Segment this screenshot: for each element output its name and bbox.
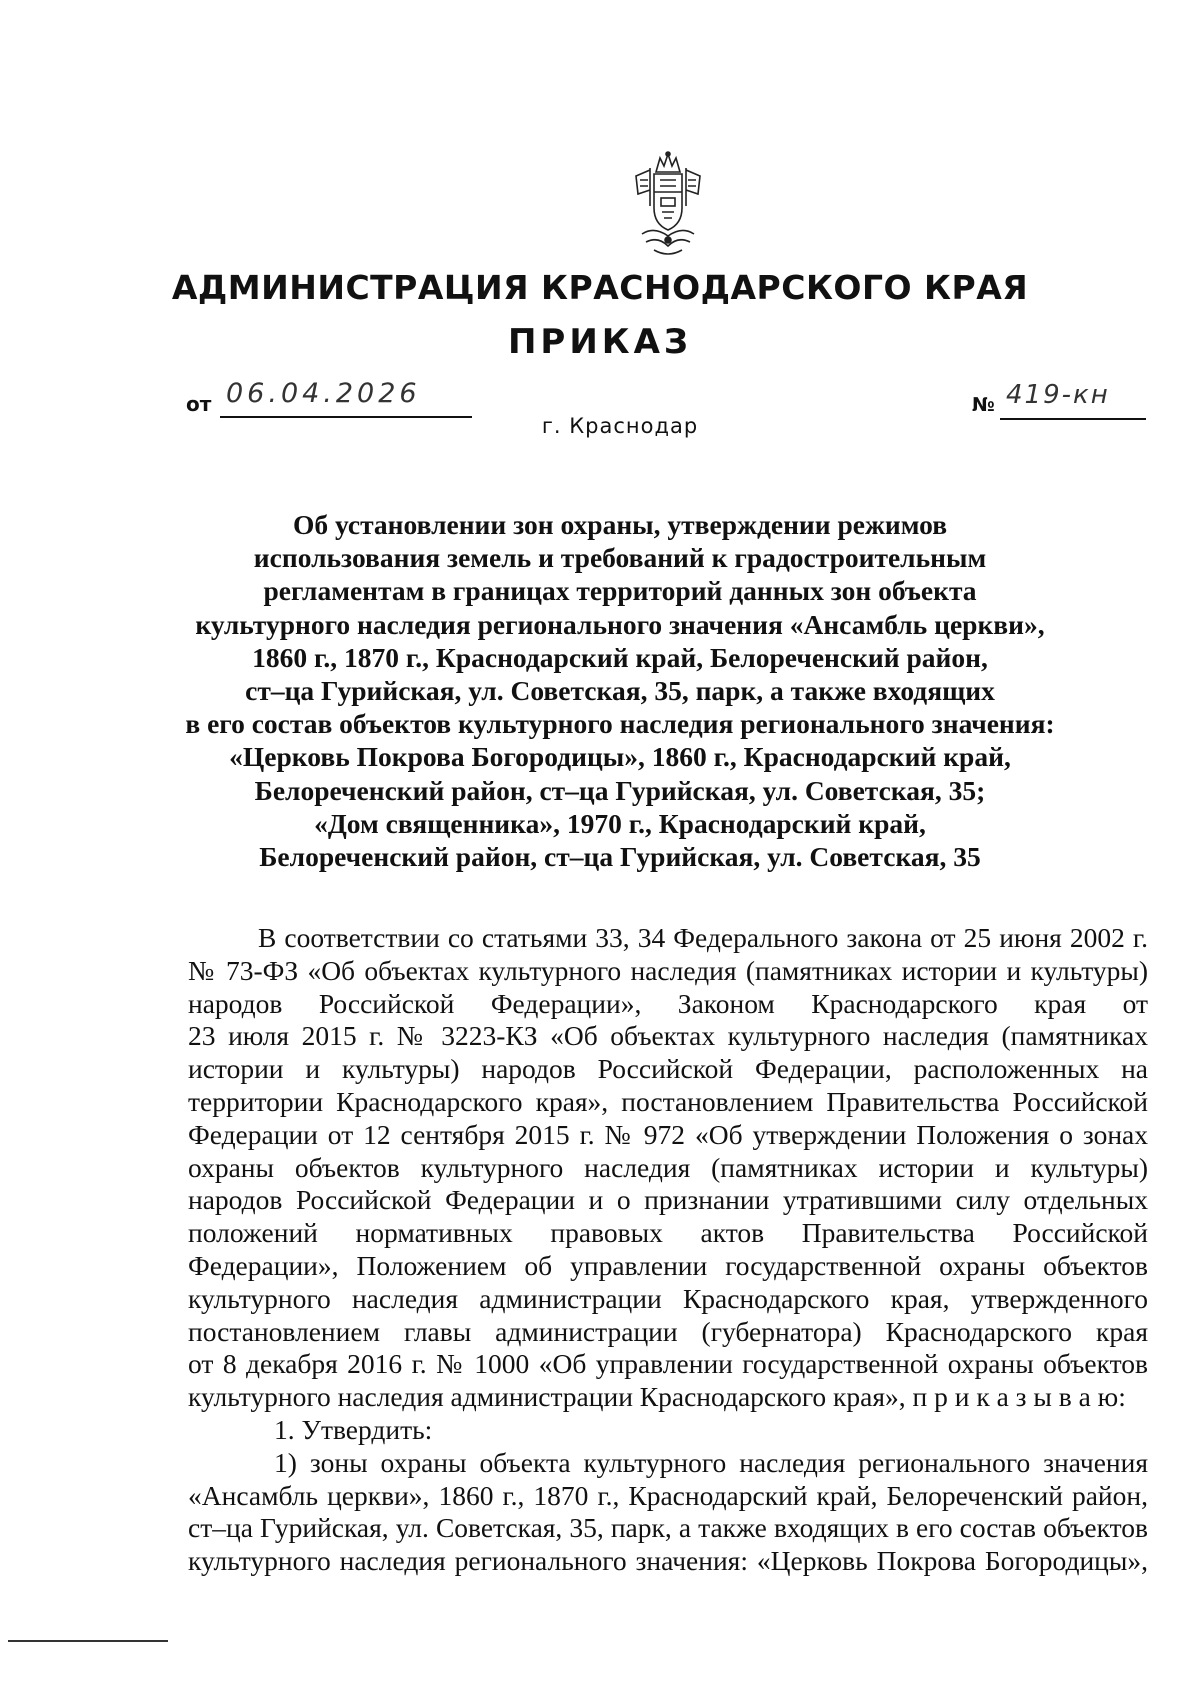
document-title xyxy=(150,508,1090,873)
body-line: народов Российской Федерации», Законом Краснодарского края от xyxy=(188,987,1148,1019)
body-line: № 73-ФЗ «Об объектах культурного наследия (памятниках истории и культуры) xyxy=(188,954,1148,986)
title-line: 1860 г., 1870 г., Краснодарский край, Белореченский район, xyxy=(252,641,988,673)
body-line: 1) зоны охраны объекта культурного наследия регионального значения xyxy=(274,1446,1148,1478)
date-value: 06.04.2026 xyxy=(226,378,421,409)
title-line: ст–ца Гурийская, ул. Советская, 35, парк, а также входящих xyxy=(245,675,995,707)
title-line: «Дом священника», 1970 г., Краснодарский край, xyxy=(314,807,926,839)
body-line: В соответствии со статьями 33, 34 Федерального закона от 25 июня 2002 г. xyxy=(258,922,1148,953)
title-line: Об установлении зон охраны, утверждении режимов xyxy=(292,509,948,540)
city: г. Краснодар xyxy=(541,414,699,438)
body-line: истории и культуры) народов Российской Федерации, расположенных на xyxy=(188,1053,1148,1085)
number-prefix: № xyxy=(972,394,995,416)
body-line: культурного наследия регионального значения: «Церковь Покрова Богородицы», xyxy=(188,1545,1148,1577)
body-line: ст–ца Гурийская, ул. Советская, 35, парк, а также входящих в его состав объектов xyxy=(188,1512,1148,1544)
body-line: Федерации от 12 сентября 2015 г. № 972 «Об утверждении Положения о зонах xyxy=(188,1118,1148,1150)
body-line: 1. Утвердить: xyxy=(274,1413,433,1445)
date-prefix: от xyxy=(186,392,212,416)
title-line: в его состав объектов культурного наследия регионального значения: xyxy=(185,708,1055,740)
body-line: положений нормативных правовых актов Правительства Российской xyxy=(188,1217,1148,1249)
footer-rule xyxy=(8,1640,168,1642)
title-line: культурного наследия регионального значения «Ансамбль церкви», xyxy=(195,608,1045,640)
document-body xyxy=(188,922,1148,1578)
body-line: «Ансамбль церкви», 1860 г., 1870 г., Краснодарский край, Белореченский район, xyxy=(188,1479,1148,1511)
document-type: ПРИКАЗ xyxy=(507,322,693,362)
body-line: народов Российской Федерации и о признании утратившими силу отдельных xyxy=(188,1184,1148,1216)
body-line: Федерации», Положением об управлении государственной охраны объектов xyxy=(188,1249,1148,1281)
body-line: от 8 декабря 2016 г. № 1000 «Об управлении государственной охраны объектов xyxy=(188,1348,1148,1380)
coat-of-arms-emblem xyxy=(628,150,708,262)
title-line: Белореченский район, ст–ца Гурийская, ул. Советская, 35 xyxy=(259,841,981,873)
title-line: регламентам в границах территорий данных зон объекта xyxy=(263,575,977,607)
title-line: Белореченский район, ст–ца Гурийская, ул. Советская, 35; xyxy=(254,774,986,806)
title-line: использования земель и требований к градостроительным xyxy=(253,542,987,574)
body-line: постановлением главы администрации (губернатора) Краснодарского края xyxy=(188,1315,1148,1347)
body-line: охраны объектов культурного наследия (памятниках истории и культуры) xyxy=(188,1151,1148,1183)
body-line: культурного наследия администрации Краснодарского края», п р и к а з ы в а ю: xyxy=(188,1381,1126,1413)
body-line: культурного наследия администрации Краснодарского края, утвержденного xyxy=(188,1282,1148,1314)
body-line: 23 июля 2015 г. № 3223-КЗ «Об объектах культурного наследия (памятниках xyxy=(188,1020,1148,1052)
organization-name: АДМИНИСТРАЦИЯ КРАСНОДАРСКОГО КРАЯ xyxy=(171,268,1029,307)
title-line: «Церковь Покрова Богородицы», 1860 г., Краснодарский край, xyxy=(229,741,1011,773)
body-line: территории Краснодарского края», постановлением Правительства Российской xyxy=(188,1085,1148,1117)
number-value: 419-кн xyxy=(1006,380,1110,410)
